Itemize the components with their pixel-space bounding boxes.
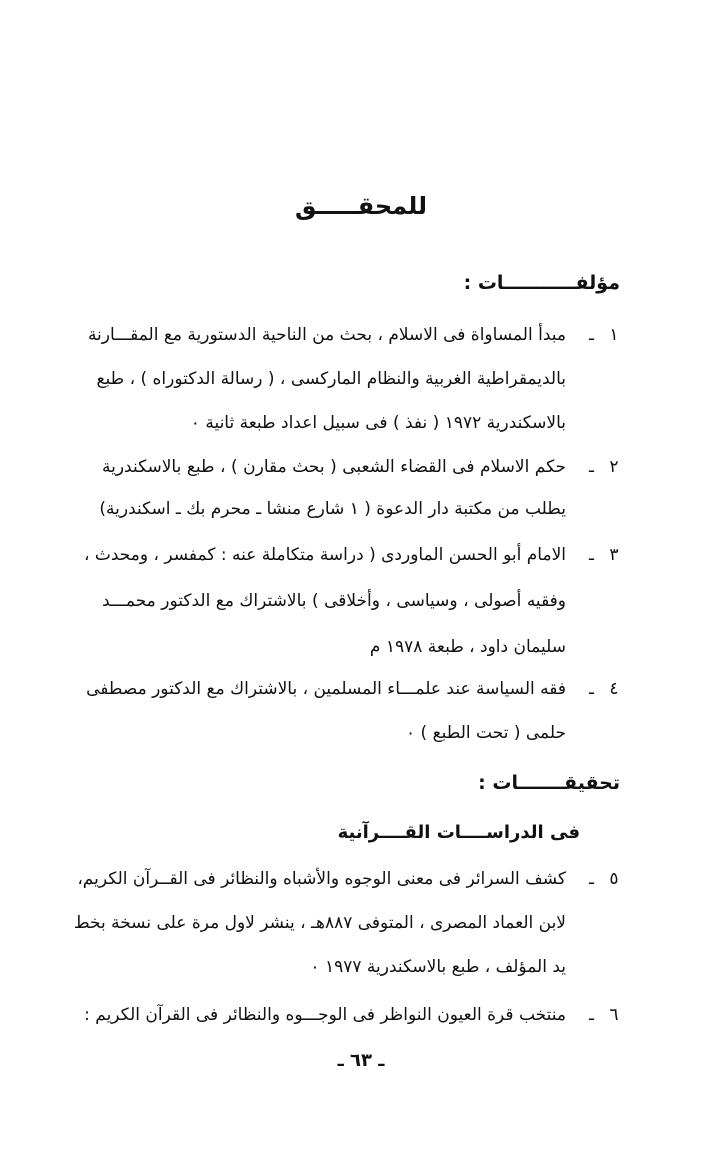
item-line: يد المؤلف ، طبع بالاسكندرية ١٩٧٧ ٠ [310, 957, 566, 977]
item-line: كشف السرائر فى معنى الوجوه والأشباه والنظائر فى القــرآن الكريم، [77, 869, 566, 889]
section-heading-edited: تحقيقـــــــات : [478, 772, 620, 794]
item-line: مبدأ المساواة فى الاسلام ، بحث من الناحية الدستورية مع المقـــارنة [87, 325, 566, 345]
item-line: لابن العماد المصرى ، المتوفى ٨٨٧هـ ، ينشر لاول مرة على نسخة بخط [73, 913, 566, 933]
item-line: حلمى ( تحت الطبع ) ٠ [406, 723, 566, 743]
item-dash: ـ [589, 325, 594, 345]
item-dash: ـ [589, 679, 594, 699]
item-line: وفقيه أصولى ، وسياسى ، وأخلاقى ) بالاشتراك مع الدكتور محمـــد [102, 591, 566, 611]
item-number: ٣ [609, 545, 619, 565]
item-dash: ـ [589, 545, 594, 565]
item-line: سليمان داود ، طبعة ١٩٧٨ م [369, 637, 566, 657]
item-number: ٤ [609, 679, 619, 699]
item-line: حكم الاسلام فى القضاء الشعبى ( بحث مقارن ) ، طبع بالاسكندرية [102, 457, 566, 477]
sub-heading-quranic-studies: فى الدراســــات القــــرآنية [337, 822, 580, 843]
item-line: فقه السياسة عند علمـــاء المسلمين ، بالاشتراك مع الدكتور مصطفى [86, 679, 566, 699]
page-number: ـ ٦٣ ـ [337, 1050, 385, 1071]
page-title: للمحقـــــق [294, 192, 428, 220]
section-heading-authored: مؤلفـــــــــــات : [463, 272, 620, 294]
item-dash: ـ [589, 457, 594, 477]
item-line: الامام أبو الحسن الماوردى ( دراسة متكاملة عنه : كمفسر ، ومحدث ، [83, 545, 566, 565]
item-number: ٢ [609, 457, 619, 477]
item-line: بالديمقراطية الغربية والنظام الماركسى ، ( رسالة الدكتوراه ) ، طبع [96, 369, 566, 389]
item-number: ٦ [609, 1005, 619, 1025]
item-dash: ـ [589, 869, 594, 889]
item-line: يطلب من مكتبة دار الدعوة ( ١ شارع منشا ـ محرم بك ـ اسكندرية) [99, 499, 566, 519]
item-number: ٥ [609, 869, 619, 889]
item-line: منتخب قرة العيون النواظر فى الوجـــوه والنظائر فى القرآن الكريم : [84, 1005, 566, 1025]
item-line: بالاسكندرية ١٩٧٢ ( نفذ ) فى سبيل اعداد طبعة ثانية ٠ [190, 413, 566, 433]
item-dash: ـ [589, 1005, 594, 1025]
item-number: ١ [609, 325, 619, 345]
